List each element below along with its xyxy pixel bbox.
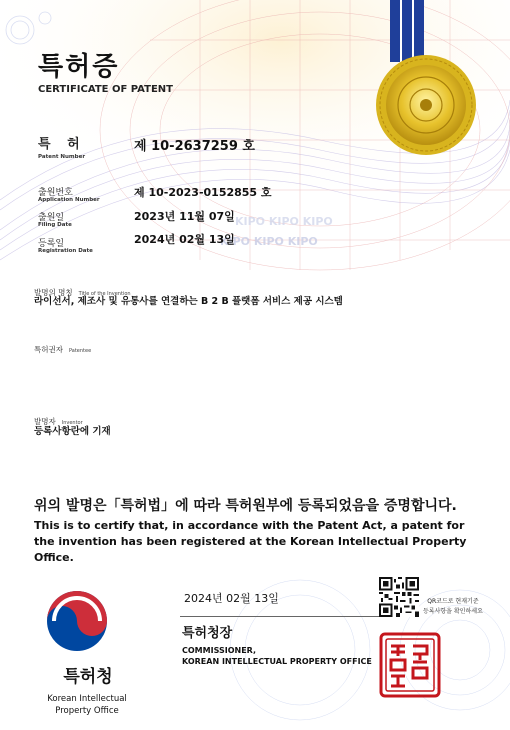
taegeuk-logo-icon — [44, 588, 110, 654]
invention-title-label-en: Title of the Invention — [78, 291, 131, 297]
patent-number-label: 특 허 — [38, 137, 86, 152]
signature-line — [180, 616, 408, 617]
registration-date-value: 2024년 02월 13일 — [134, 233, 235, 246]
commissioner-title-en — [182, 645, 372, 667]
office-name-ko: 특허청 — [63, 667, 113, 687]
inventor-label: 발명자 — [34, 417, 56, 426]
application-number-value: 제 10-2023-0152855 호 — [134, 186, 272, 199]
official-red-seal-icon — [379, 632, 441, 698]
watermark-kipo: KIPO KIPO KIPO — [220, 235, 318, 248]
patentee-label-row — [34, 337, 91, 356]
certification-text-en: This is to certify that, in accordance with the Patent Act, a patent for the invention has been registered at the Korean Intellectual Property Office. — [34, 519, 467, 564]
patentee-label: 특허권자 — [34, 345, 63, 354]
filing-date-label-en: Filing Date — [38, 222, 72, 228]
office-name-en-line1: Korean Intellectual — [47, 694, 127, 704]
blue-ribbon — [390, 0, 426, 60]
registration-date-label: 등록일 — [38, 239, 65, 249]
certificate-title-en: CERTIFICATE OF PATENT — [38, 84, 173, 95]
invention-title-value: 라이선서, 제조사 및 유통사를 연결하는 B 2 B 플랫폼 서비스 제공 시스템 — [34, 296, 343, 307]
patent-number-label-en: Patent Number — [38, 154, 86, 160]
filing-date-value: 2023년 11월 07일 — [134, 210, 235, 223]
office-name-en — [28, 693, 146, 717]
registration-date-label-en: Registration Date — [38, 248, 93, 254]
commissioner-en-line1: COMMISSIONER, — [182, 646, 257, 655]
commissioner-en-line2: KOREAN INTELLECTUAL PROPERTY OFFICE — [182, 657, 372, 666]
issue-date: 2024년 02월 13일 — [184, 592, 279, 605]
certification-text-ko: 위의 발명은「특허법」에 따라 특허원부에 등록되었음을 증명합니다. — [34, 498, 457, 514]
commissioner-title: 특허청장 — [182, 626, 233, 641]
office-name-en-line2: Property Office — [55, 706, 119, 716]
invention-title-label: 발명의 명칭 — [34, 288, 73, 297]
patentee-label-en: Patentee — [68, 348, 92, 354]
application-number-label: 출원번호 — [38, 188, 73, 198]
inventor-value: 등록사항란에 기재 — [34, 426, 111, 437]
patent-number-value: 제 10-2637259 호 — [134, 139, 255, 154]
filing-date-label: 출원일 — [38, 213, 65, 223]
inventor-label-en: Inventor — [61, 420, 83, 426]
gold-seal-icon — [373, 52, 479, 158]
qr-note — [423, 597, 483, 617]
certificate-title: 특허증 — [38, 52, 120, 82]
application-number-label-en: Application Number — [38, 197, 100, 203]
qr-code-icon[interactable] — [379, 577, 419, 617]
qr-note-line1: QR코드로 현재기준 — [427, 598, 479, 605]
qr-note-line2: 등록사항을 확인하세요 — [423, 608, 483, 615]
svg-text:KIPO KIPO KIPO: KIPO KIPO KIPO — [235, 215, 333, 228]
